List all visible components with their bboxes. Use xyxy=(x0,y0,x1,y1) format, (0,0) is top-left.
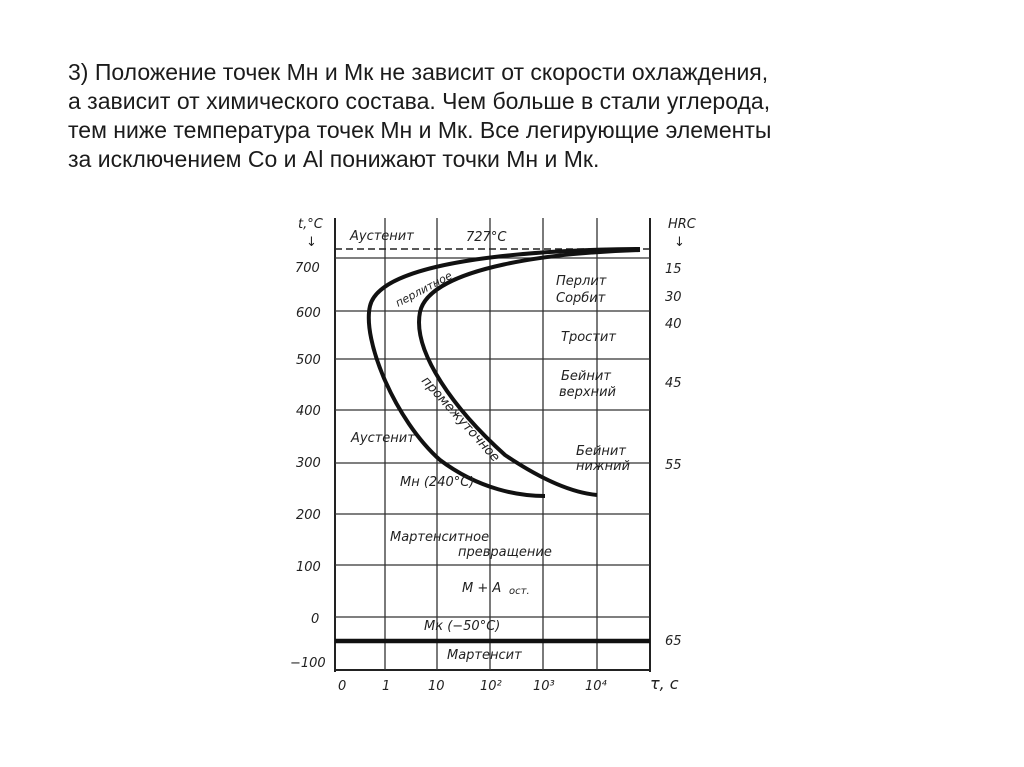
tick-300: 300 xyxy=(296,456,321,471)
label-martensite-transform-1: Мартенситное xyxy=(390,530,490,545)
hrc-values xyxy=(665,262,682,649)
y-axis-label: t,°C xyxy=(298,217,323,232)
label-upper-bainite-2: верхний xyxy=(559,385,617,400)
paragraph-line-2: а зависит от химического состава. Чем больше в стали углерода, xyxy=(68,88,771,114)
hrc-45: 45 xyxy=(665,376,682,391)
hrc-label: HRC xyxy=(668,217,696,232)
tick-minus-100: −100 xyxy=(290,656,326,671)
label-ms-point: Мн (240°C) xyxy=(400,475,475,490)
tick-100: 100 xyxy=(296,560,321,575)
label-m-plus-a-sub: ост. xyxy=(509,586,530,597)
label-lower-bainite-1: Бейнит xyxy=(576,444,626,459)
time-0: 0 xyxy=(338,679,347,694)
tick-700: 700 xyxy=(295,261,320,276)
x-axis-label: τ, c xyxy=(650,674,679,693)
label-martensite: Мартенсит xyxy=(447,648,522,663)
hrc-arrow: ↓ xyxy=(674,235,685,250)
hrc-40: 40 xyxy=(665,317,682,332)
tick-0: 0 xyxy=(311,612,320,627)
label-upper-bainite-1: Бейнит xyxy=(561,369,611,384)
label-m-plus-a: М + А xyxy=(462,581,502,596)
label-austenite-top: Аустенит xyxy=(350,229,414,244)
time-10000: 10⁴ xyxy=(585,679,607,694)
label-martensite-transform-2: превращение xyxy=(458,545,552,560)
hrc-55: 55 xyxy=(665,458,682,473)
tick-600: 600 xyxy=(296,306,321,321)
label-pearlitic-curve: перлитное xyxy=(393,268,455,310)
paragraph-line-4: за исключением Co и Al понижают точки Мн и Мк. xyxy=(68,146,600,172)
hrc-30: 30 xyxy=(665,290,682,305)
label-intermediate-curve: промежуточное xyxy=(418,373,503,466)
label-austenite-left: Аустенит xyxy=(351,431,415,446)
tick-200: 200 xyxy=(296,508,321,523)
label-sorbite: Сорбит xyxy=(556,291,606,306)
time-ticks xyxy=(338,679,608,694)
y-axis-arrow: ↓ xyxy=(306,235,317,250)
label-727: 727°C xyxy=(466,230,507,245)
time-10: 10 xyxy=(428,679,445,694)
time-1000: 10³ xyxy=(533,679,555,694)
time-100: 10² xyxy=(480,679,502,694)
hrc-15: 15 xyxy=(665,262,682,277)
label-troostite: Тростит xyxy=(561,330,616,345)
temperature-ticks xyxy=(290,261,326,671)
label-mf-point: Мк (−50°C) xyxy=(424,619,501,634)
paragraph-line-3: тем ниже температура точек Мн и Мк. Все легирующие элементы xyxy=(68,117,772,143)
label-lower-bainite-2: нижний xyxy=(576,459,631,474)
paragraph-line-1: 3) Положение точек Мн и Мк не зависит от скорости охлаждения, xyxy=(68,59,769,85)
time-1: 1 xyxy=(382,679,391,694)
tick-400: 400 xyxy=(296,404,321,419)
label-pearlite: Перлит xyxy=(556,274,607,289)
hrc-65: 65 xyxy=(665,634,682,649)
tick-500: 500 xyxy=(296,353,321,368)
